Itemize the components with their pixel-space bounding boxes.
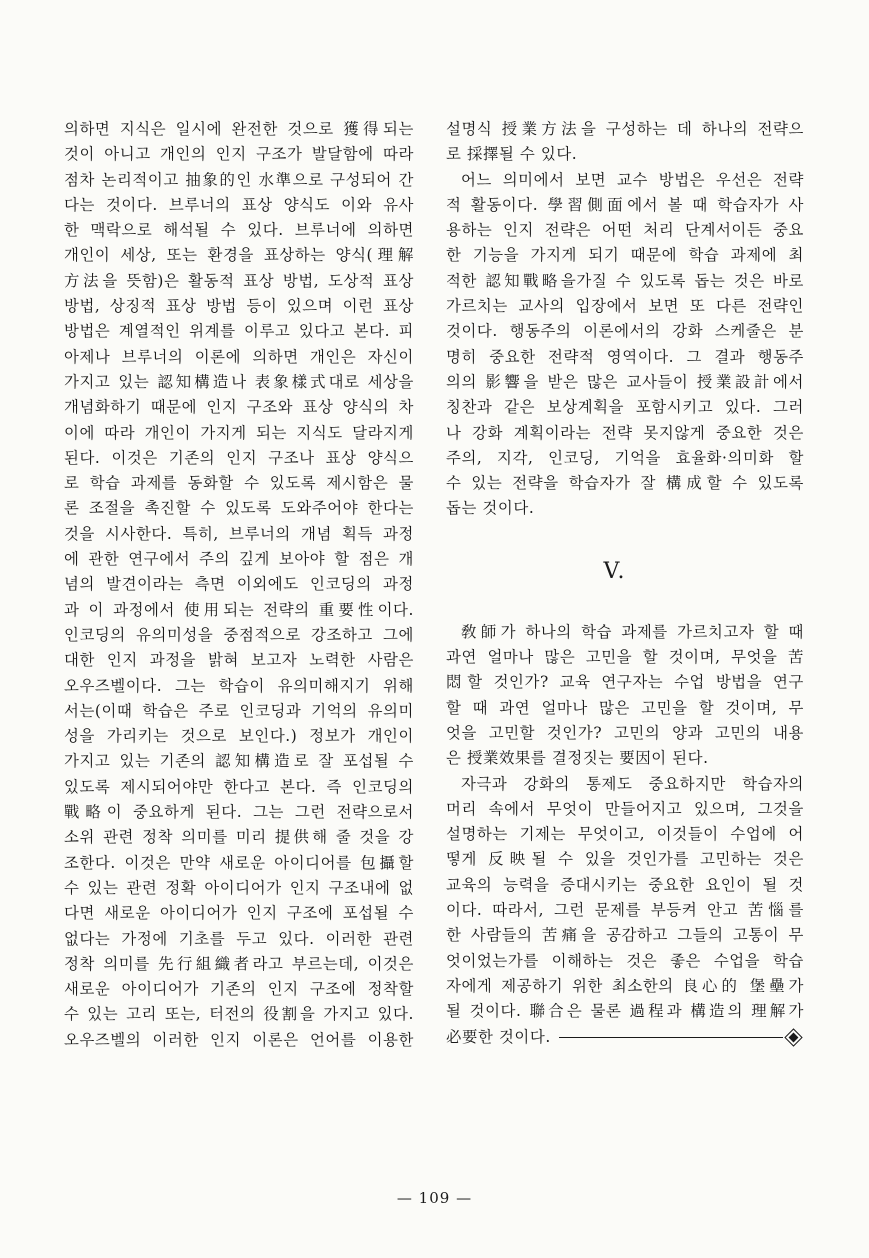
text-line: 다는 것이다. 브루너의 표상 양식도 이와 유사 <box>64 195 414 214</box>
text-line: 소위 관련 정착 의미를 미리 提供해 줄 것을 강 <box>64 828 414 847</box>
text-line: 의의 影響을 받은 많은 교사들이 授業設計에서 <box>446 372 804 391</box>
page-number: — 109 — <box>396 1189 473 1207</box>
text-line: 로 採擇될 수 있다. <box>446 145 578 164</box>
text-line: 점차 논리적이고 抽象的인 水準으로 구성되어 간 <box>64 170 414 189</box>
text-line: 방법은 계열적인 위계를 이루고 있다고 본다. 피 <box>64 322 414 341</box>
text-line: 적 활동이다. 學習側面에서 볼 때 학습자가 사 <box>446 195 804 214</box>
text-line: 성을 가리키는 것으로 보인다.) 정보가 개인이 <box>64 727 414 746</box>
text-line: 설명식 授業方法을 구성하는 데 하나의 전략으 <box>446 120 804 138</box>
text-line: 어느 의미에서 보면 교수 방법은 우선은 전략 <box>461 170 804 189</box>
text-line: 오우즈벨이다. 그는 학습이 유의미해지기 위해 <box>64 676 414 695</box>
text-line: 자극과 강화의 통제도 중요하지만 학습자의 <box>461 774 804 793</box>
closing-text: 必要한 것이다. <box>446 1027 551 1046</box>
text-line: 엇이었는가를 이해하는 것은 좋은 수업을 학습 <box>446 951 804 970</box>
text-line: 오우즈벨의 이러한 인지 이론은 언어를 이용한 <box>64 1030 414 1049</box>
end-diamond-icon <box>784 1028 802 1046</box>
text-line: 가지고 있는 기존의 認知構造로 잘 포섭될 수 <box>64 752 414 771</box>
right-paragraph-1 <box>446 117 804 168</box>
text-line: 있도록 제시되어야만 한다고 본다. 즉 인코딩의 <box>64 777 414 796</box>
section-heading: V. <box>603 558 627 584</box>
text-line: 자에게 제공하기 위한 최소한의 良心的 堡壘가 <box>446 976 804 995</box>
text-line: 정착 의미를 先行組織者라고 부르는데, 이것은 <box>64 954 414 973</box>
text-line: 가지고 있는 認知構造나 表象樣式대로 세상을 <box>64 372 414 391</box>
text-line: 에 관한 연구에서 주의 깊게 보아야 할 점은 개 <box>64 550 414 569</box>
text-line: 엇을 고민할 것인가? 고민의 양과 고민의 내용 <box>446 723 804 742</box>
text-line: 과연 얼마나 많은 고민을 할 것이며, 무엇을 苦 <box>446 648 804 667</box>
text-line: 方法을 뜻함)은 활동적 표상 방법, 도상적 표상 <box>64 271 414 290</box>
text-line: 것이 아니고 개인의 인지 구조가 발달함에 따라 <box>64 145 414 164</box>
text-line: 명히 중요한 전략적 영역이다. 그 결과 행동주 <box>446 347 804 366</box>
text-line: 대한 인지 과정을 밝혀 보고자 노력한 사람은 <box>64 651 414 670</box>
text-line: 은 授業效果를 결정짓는 要因이 된다. <box>446 749 709 768</box>
text-line: 悶할 것인가? 교육 연구자는 수업 방법을 연구 <box>446 673 804 692</box>
text-line: 떻게 反映될 수 있을 것인가를 고민하는 것은 <box>446 850 804 869</box>
text-line: 인코딩의 유의미성을 중점적으로 강조하고 그에 <box>64 625 414 644</box>
text-line: 념의 발견이라는 측면 이외에도 인코딩의 과정 <box>64 575 414 594</box>
right-paragraph-4 <box>446 772 804 1025</box>
text-line: 돕는 것이다. <box>446 499 535 518</box>
right-paragraph-3 <box>446 620 804 772</box>
text-line: 칭찬과 같은 보상계획을 포함시키고 있다. 그러 <box>446 398 804 417</box>
text-line: 나 강화 계획이라는 전략 못지않게 중요한 것은 <box>446 423 804 442</box>
text-line: 조한다. 이것은 만약 새로운 아이디어를 包攝할 <box>64 853 414 872</box>
text-line: 서는(이때 학습은 주로 인코딩과 기억의 유의미 <box>64 701 414 720</box>
text-line: 敎師가 하나의 학습 과제를 가르치고자 할 때 <box>461 622 804 641</box>
text-line: 된다. 이것은 기존의 인지 구조나 표상 양식으 <box>64 448 414 467</box>
text-line: 이다. 따라서, 그런 문제를 부등켜 안고 苦惱를 <box>446 901 804 920</box>
text-line: 개념화하기 때문에 인지 구조와 표상 양식의 차 <box>64 398 414 417</box>
text-line: 수 있는 관련 정확 아이디어가 인지 구조내에 없 <box>64 878 414 897</box>
text-line: 될 것이다. 聯合은 물론 過程과 構造의 理解가 <box>446 1002 804 1021</box>
text-line: 머리 속에서 무엇이 만들어지고 있으며, 그것을 <box>446 799 804 818</box>
text-line: 戰略이 중요하게 된다. 그는 그런 전략으로서 <box>64 803 414 822</box>
text-line: 개인이 세상, 또는 환경을 표상하는 양식(理解 <box>64 246 414 265</box>
end-rule <box>559 1037 783 1038</box>
text-line: 것을 시사한다. 특히, 브루너의 개념 획득 과정 <box>64 524 414 543</box>
right-paragraph-2 <box>446 168 804 522</box>
text-line: 없다는 가정에 기초를 두고 있다. 이러한 관련 <box>64 929 414 948</box>
text-line: 할 때 과연 얼마나 많은 고민을 할 것이며, 무 <box>446 698 804 717</box>
text-line: 수 있는 고리 또는, 터전의 役割을 가지고 있다. <box>64 1005 414 1024</box>
text-line: 새로운 아이디어가 기존의 인지 구조에 정착할 <box>64 980 414 999</box>
text-line: 한 사람들의 苦痛을 공감하고 그들의 고통이 무 <box>446 926 804 945</box>
closing-line <box>446 1025 804 1050</box>
text-line: 한 맥락으로 해석될 수 있다. 브루너에 의하면 <box>64 221 414 240</box>
text-line: 한 기능을 가지게 되기 때문에 학습 과제에 최 <box>446 246 804 265</box>
text-line: 주의, 지각, 인코딩, 기억을 효율화·의미화 할 <box>446 448 804 467</box>
text-line: 설명하는 기제는 무엇이고, 이것들이 수업에 어 <box>446 825 804 844</box>
text-line: 수 있는 전략을 학습자가 잘 構成할 수 있도록 <box>446 474 804 493</box>
text-line: 과 이 과정에서 使用되는 전략의 重要性이다. <box>64 600 414 619</box>
text-line: 아제나 브루너의 이론에 의하면 개인은 자신이 <box>64 347 414 366</box>
text-line: 교육의 능력을 증대시키는 중요한 요인이 될 것 <box>446 875 804 894</box>
text-line: 용하는 인지 전략은 어떤 처리 단계서이든 중요 <box>446 221 804 240</box>
left-paragraph <box>64 117 414 1053</box>
text-line: 적한 認知戰略을가질 수 있도록 돕는 것은 바로 <box>446 271 804 290</box>
left-column <box>64 117 414 1053</box>
text-line: 다면 새로운 아이디어가 인지 구조에 포섭될 수 <box>64 904 414 923</box>
text-line: 가르치는 교사의 입장에서 보면 또 다른 전략인 <box>446 297 804 316</box>
text-line: 이에 따라 개인이 가지게 되는 지식도 달라지게 <box>64 423 414 442</box>
text-line: 것이다. 행동주의 이론에서의 강화 스케줄은 분 <box>446 322 804 341</box>
text-line: 의하면 지식은 일시에 완전한 것으로 獲得되는 <box>64 120 414 138</box>
text-line: 론 조절을 촉진할 수 있도록 도와주어야 한다는 <box>64 499 414 518</box>
text-line: 방법, 상징적 표상 방법 등이 있으며 이런 표상 <box>64 297 414 316</box>
text-line: 로 학습 과제를 동화할 수 있도록 제시함은 물 <box>64 474 414 493</box>
right-column <box>446 117 804 1050</box>
